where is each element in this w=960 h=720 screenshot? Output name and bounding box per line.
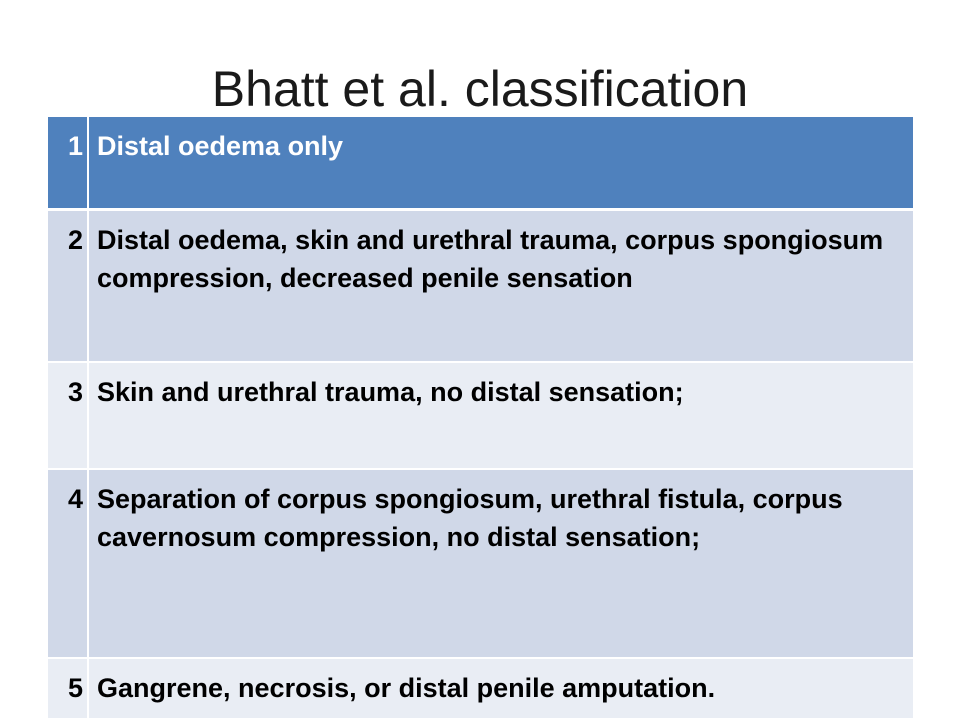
table-row	[48, 658, 913, 718]
grade-cell: 1	[48, 117, 88, 209]
table-row	[48, 209, 913, 362]
table-row	[48, 469, 913, 658]
description-cell: Skin and urethral trauma, no distal sensation;	[88, 362, 913, 469]
grade-cell: 4	[48, 469, 88, 658]
grade-cell: 3	[48, 362, 88, 469]
grade-cell: 5	[48, 658, 88, 718]
description-cell: Distal oedema, skin and urethral trauma, corpus spongiosum compression, decreased penile sensation	[88, 209, 913, 362]
description-cell: Distal oedema only	[88, 117, 913, 209]
description-cell: Separation of corpus spongiosum, urethral fistula, corpus cavernosum compression, no distal sensation;	[88, 469, 913, 658]
table-row	[48, 362, 913, 469]
description-cell: Gangrene, necrosis, or distal penile amputation.	[88, 658, 913, 718]
classification-table	[48, 117, 913, 718]
grade-cell: 2	[48, 209, 88, 362]
slide-title: Bhatt et al. classification	[211, 61, 749, 117]
table-row	[48, 117, 913, 209]
